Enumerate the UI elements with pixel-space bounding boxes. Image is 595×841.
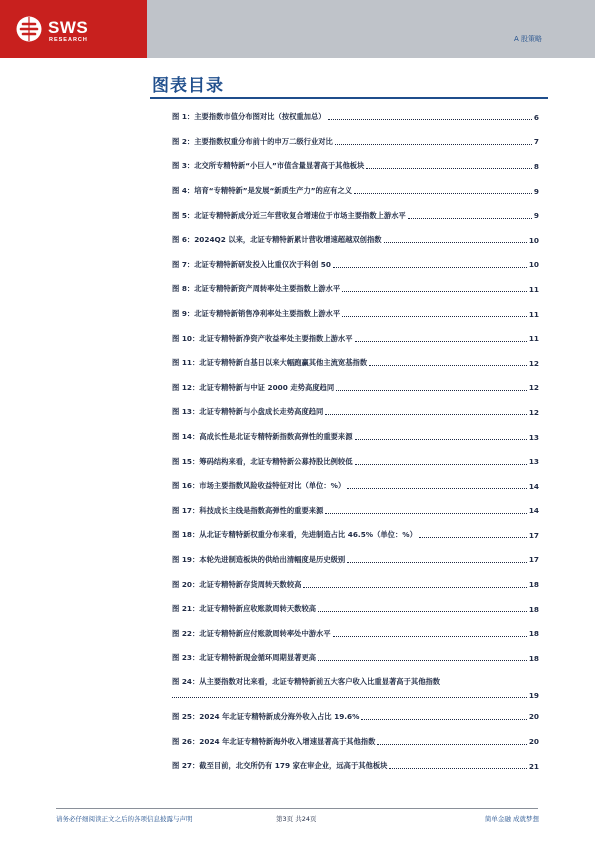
toc-entry[interactable] [172, 130, 539, 155]
toc-dot-leader [333, 267, 527, 268]
toc-entry-page: 9 [533, 211, 539, 221]
toc-entry-label: 图 9：北证专精特新销售净利率处主要指数上游水平 [172, 309, 341, 319]
toc-dot-leader [355, 341, 527, 342]
footer-disclaimer: 请务必仔细阅读正文之后的各项信息披露与声明 [56, 815, 193, 823]
toc-entry[interactable] [172, 179, 539, 204]
toc-entry[interactable] [172, 425, 539, 450]
toc-entry[interactable] [172, 203, 539, 228]
toc-entry-page: 20 [528, 712, 539, 722]
toc-entry[interactable] [172, 523, 539, 548]
toc-entry-page: 18 [528, 653, 539, 663]
toc-entry-label: 图 24：从主要指数对比来看，北证专精特新前五大客户收入比重显著高于其他指数 [172, 676, 441, 686]
toc-dot-leader [369, 365, 527, 366]
toc-dot-leader [336, 390, 527, 391]
toc-dot-leader [347, 488, 527, 489]
toc-entry[interactable] [172, 154, 539, 179]
toc-dot-leader [408, 218, 532, 219]
toc-entry[interactable] [172, 705, 539, 730]
toc-entry-page: 12 [528, 358, 539, 368]
toc-dot-leader [419, 537, 527, 538]
toc-dot-leader [377, 744, 526, 745]
toc-entry[interactable] [172, 351, 539, 376]
toc-entry-page: 17 [528, 555, 539, 565]
toc-entry-label: 图 6：2024Q2 以来，北证专精特新累计营收增速超越双创指数 [172, 235, 382, 245]
toc-dot-leader [172, 697, 527, 698]
toc-entry[interactable] [172, 400, 539, 425]
toc-entry-page: 13 [528, 432, 539, 442]
page-title: 图表目录 [152, 76, 224, 96]
header-gray-bar [147, 0, 595, 58]
toc-entry-label: 图 22：北证专精特新应付账款周转率处中游水平 [172, 628, 331, 638]
toc-entry[interactable] [172, 449, 539, 474]
toc-entry-page: 11 [528, 309, 539, 319]
toc-entry[interactable] [172, 671, 539, 705]
toc-dot-leader [355, 464, 527, 465]
toc-dot-leader [325, 513, 527, 514]
toc-entry-label: 图 8：北证专精特新资产周转率处主要指数上游水平 [172, 284, 341, 294]
toc-entry[interactable] [172, 105, 539, 130]
toc-entry-page: 10 [528, 235, 539, 245]
sws-logo-mark-icon [16, 16, 42, 42]
toc-entry-label: 图 17：科技成长主线是指数高弹性的重要来源 [172, 505, 324, 515]
toc-entry-label: 图 26：2024 年北证专精特新海外收入增速显著高于其他指数 [172, 736, 376, 746]
toc-entry-page: 19 [528, 690, 539, 700]
report-category: A 股策略 [513, 35, 542, 43]
toc-entry-page: 17 [528, 530, 539, 540]
toc-entry-label: 图 10：北证专精特新净资产收益率处主要指数上游水平 [172, 333, 353, 343]
toc-dot-leader [389, 768, 526, 769]
toc-dot-leader [347, 562, 527, 563]
toc-entry-label: 图 27：截至目前，北交所仍有 179 家在审企业，远高于其他板块 [172, 761, 388, 771]
toc-entry-page: 18 [528, 629, 539, 639]
toc-entry-label: 图 4：培育“专精特新”是发展“新质生产力”的应有之义 [172, 186, 353, 196]
toc-entry-page: 8 [533, 161, 539, 171]
toc-entry-label: 图 3：北交所专精特新“小巨人”市值含量显著高于其他板块 [172, 161, 365, 171]
toc-dot-leader [328, 119, 532, 120]
toc-dot-leader [342, 291, 527, 292]
toc-dot-leader [384, 242, 527, 243]
toc-entry[interactable] [172, 376, 539, 401]
toc-entry[interactable] [172, 572, 539, 597]
toc-entry-label: 图 15：筹码结构来看，北证专精特新公募持股比例较低 [172, 456, 353, 466]
toc-entry-label: 图 13：北证专精特新与小盘成长走势高度趋同 [172, 407, 324, 417]
toc-entry-page: 11 [528, 334, 539, 344]
toc-dot-leader [325, 414, 527, 415]
footer-page-info: 第3页 共24页 [276, 815, 317, 823]
toc-entry-label: 图 18：从北证专精特新权重分布来看，先进制造占比 46.5%（单位：%） [172, 530, 417, 540]
toc-entry-page: 21 [528, 761, 539, 771]
toc-entry[interactable] [172, 253, 539, 278]
toc-entry-label: 图 5：北证专精特新成分近三年营收复合增速位于市场主要指数上游水平 [172, 210, 406, 220]
toc-entry[interactable] [172, 729, 539, 754]
toc-entry-page: 9 [533, 186, 539, 196]
toc-entry[interactable] [172, 474, 539, 499]
toc-entry[interactable] [172, 277, 539, 302]
toc-entry-label: 图 14：高成长性是北证专精特新指数高弹性的重要来源 [172, 432, 353, 442]
toc-entry[interactable] [172, 646, 539, 671]
toc-entry-label: 图 2：主要指数权重分布前十的申万二级行业对比 [172, 136, 333, 146]
footer-divider [56, 808, 538, 809]
toc-dot-leader [333, 636, 527, 637]
toc-entry-label: 图 25：2024 年北证专精特新成分海外收入占比 19.6% [172, 711, 360, 721]
toc-entry-page: 7 [533, 137, 539, 147]
toc-entry[interactable] [172, 597, 539, 622]
toc-entry-page: 14 [528, 481, 539, 491]
toc-entry[interactable] [172, 754, 539, 779]
footer-slogan: 简单金融 成就梦想 [484, 815, 539, 823]
toc-entry-page: 11 [528, 284, 539, 294]
toc-entry-page: 13 [528, 457, 539, 467]
toc-entry-label: 图 23：北证专精特新现金循环周期显著更高 [172, 653, 317, 663]
toc-entry[interactable] [172, 499, 539, 524]
toc-dot-leader [354, 193, 532, 194]
toc-dot-leader [303, 587, 526, 588]
toc-entry[interactable] [172, 302, 539, 327]
toc-entry-page: 18 [528, 580, 539, 590]
toc-entry-label: 图 12：北证专精特新与中证 2000 走势高度趋同 [172, 382, 335, 392]
toc-entry[interactable] [172, 228, 539, 253]
toc-dot-leader [335, 144, 532, 145]
toc-entry-page: 20 [528, 737, 539, 747]
toc-entry-page: 14 [528, 506, 539, 516]
toc-dot-leader [318, 660, 527, 661]
logo-text: SWS [48, 18, 89, 37]
toc-entry[interactable] [172, 326, 539, 351]
figure-table-of-contents [172, 105, 539, 778]
title-divider [150, 97, 548, 99]
toc-entry-label: 图 16：市场主要指数风险收益特征对比（单位：%） [172, 481, 346, 491]
toc-entry-label: 图 20：北证专精特新存货周转天数较高 [172, 579, 302, 589]
toc-entry-page: 12 [528, 383, 539, 393]
logo-subtext: RESEARCH [49, 37, 88, 43]
toc-dot-leader [342, 316, 527, 317]
toc-entry-page: 12 [528, 407, 539, 417]
toc-dot-leader [355, 439, 527, 440]
toc-entry-label: 图 21：北证专精特新应收账款周转天数较高 [172, 604, 317, 614]
toc-entry-label: 图 11：北证专精特新自基日以来大幅跑赢其他主流宽基指数 [172, 358, 368, 368]
toc-dot-leader [366, 168, 532, 169]
toc-entry-page: 10 [528, 260, 539, 270]
toc-entry-label: 图 1：主要指数市值分布图对比（按权重加总） [172, 112, 326, 122]
toc-dot-leader [318, 611, 527, 612]
logo [16, 16, 126, 46]
toc-entry-label: 图 7：北证专精特新研发投入比重仅次于科创 50 [172, 259, 331, 269]
toc-entry-page: 6 [533, 112, 539, 122]
toc-entry[interactable] [172, 621, 539, 646]
header-brand-bar [0, 0, 147, 58]
toc-dot-leader [361, 719, 526, 720]
toc-entry-page: 18 [528, 604, 539, 614]
toc-entry[interactable] [172, 548, 539, 573]
toc-entry-label: 图 19：本轮先进制造板块的供给出清幅度是历史级别 [172, 554, 346, 564]
